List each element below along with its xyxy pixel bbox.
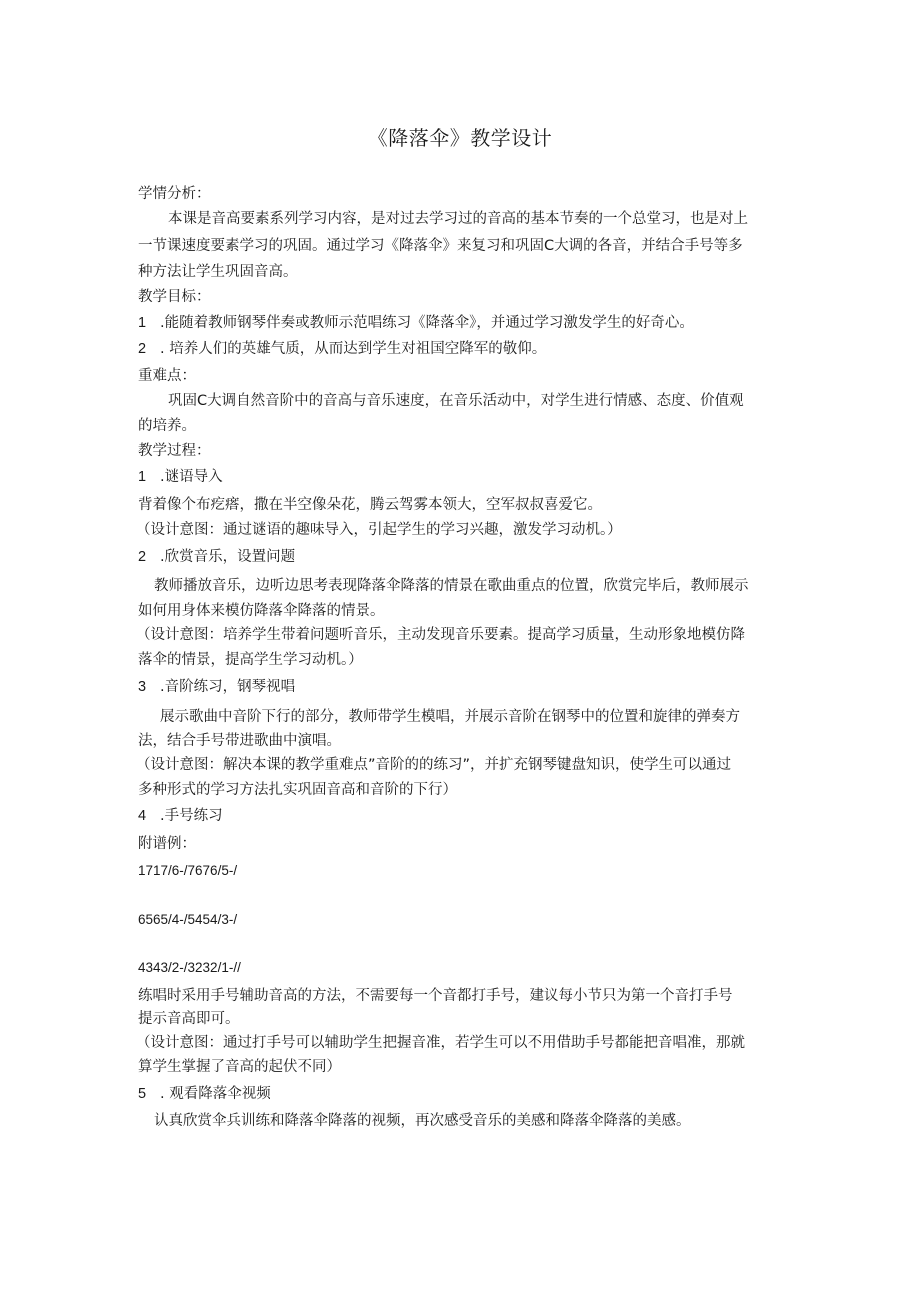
analysis-line: 种方法让学生巩固音高。 (138, 264, 298, 280)
step-3-line: 法，结合手号带进歌曲中演唱。 (138, 733, 341, 749)
goal-text: .能随着教师钢琴伴奏或教师示范唱练习《降落伞》，并通过学习激发学生的好奇心。 (160, 315, 694, 331)
score-heading: 附谱例： (138, 836, 196, 852)
step-2-line: （设计意图：培养学生带着问题听音乐，主动发现音乐要素。提高学习质量，生动形象地模仿降 (136, 627, 745, 643)
step-number: 5 (138, 1086, 147, 1102)
step-2-title (138, 547, 295, 567)
analysis-line: 本课是音高要素系列学习内容，是对过去学习过的音高的基本节奏的一个总堂习，也是对上 (168, 211, 748, 227)
step-title: .音阶练习，钢琴视唱 (160, 679, 296, 695)
step-title: . 观看降落伞视频 (160, 1086, 271, 1102)
step-number: 1 (138, 469, 147, 485)
step-3-line: 展示歌曲中音阶下行的部分，教师带学生模唱，并展示音阶在钢琴中的位置和旋律的弹奏方 (160, 709, 740, 725)
goal-number: 2 (138, 341, 147, 357)
step-4-line: 提示音高即可。 (138, 1011, 240, 1027)
step-title: .手号练习 (160, 808, 223, 824)
key-heading: 重难点： (138, 368, 196, 384)
step-1-title (138, 467, 223, 487)
goal-text: . 培养人们的英雄气质，从而达到学生对祖国空降军的敬仰。 (160, 341, 547, 357)
document-title: 《降落伞》教学设计 (367, 126, 553, 150)
key-line: 的培养。 (138, 418, 196, 434)
score-line: 1717/6-/7676/5-/ (138, 863, 238, 878)
goal-item-2 (138, 339, 546, 359)
step-2-line: 教师播放音乐，边听边思考表现降落伞降落的情景在歌曲重点的位置，欣赏完毕后，教师展示 (154, 578, 749, 594)
step-2-line: 如何用身体来模仿降落伞降落的情景。 (138, 603, 385, 619)
step-3-title (138, 677, 295, 697)
step-4-line: 算学生掌握了音高的起伏不同） (138, 1059, 341, 1075)
analysis-heading: 学情分析： (138, 186, 211, 202)
step-title: .谜语导入 (160, 469, 223, 485)
step-4-line: 练唱时采用手号辅助音高的方法，不需要每一个音都打手号，建议每小节只为第一个音打手号 (138, 988, 733, 1004)
step-1-line: 背着像个布疙瘩，撒在半空像朵花，腾云驾雾本领大，空军叔叔喜爱它。 (138, 497, 602, 513)
goals-heading: 教学目标： (138, 289, 211, 305)
key-line: 巩固C大调自然音阶中的音高与音乐速度，在音乐活动中，对学生进行情感、态度、价值观 (168, 393, 744, 409)
goal-item-1 (138, 313, 694, 333)
step-number: 3 (138, 679, 147, 695)
step-3-line: 多种形式的学习方法扎实巩固音高和音阶的下行） (138, 782, 457, 798)
step-4-line: （设计意图：通过打手号可以辅助学生把握音准，若学生可以不用借助手号都能把音唱准，那就 (136, 1035, 745, 1051)
score-line: 4343/2-/3232/1-// (138, 960, 241, 975)
analysis-line: 一节课速度要素学习的巩固。通过学习《降落伞》来复习和巩固C大调的各音，并结合手号等多 (138, 238, 743, 254)
step-4-title (138, 806, 223, 826)
step-5-line: 认真欣赏伞兵训练和降落伞降落的视频，再次感受音乐的美感和降落伞降落的美感。 (154, 1113, 691, 1129)
process-heading: 教学过程： (138, 443, 211, 459)
step-number: 2 (138, 549, 147, 565)
step-2-line: 落伞的情景，提高学生学习动机。） (138, 652, 363, 668)
score-line: 6565/4-/5454/3-/ (138, 912, 238, 927)
step-number: 4 (138, 808, 147, 824)
step-3-line: （设计意图：解决本课的教学重难点”音阶的的练习”，并扩充钢琴键盘知识，使学生可以通过 (136, 757, 732, 773)
step-1-line: （设计意图：通过谜语的趣味导入，引起学生的学习兴趣，激发学习动机。） (136, 522, 622, 538)
step-title: .欣赏音乐，设置问题 (160, 549, 296, 565)
goal-number: 1 (138, 315, 147, 331)
step-5-title (138, 1084, 271, 1104)
